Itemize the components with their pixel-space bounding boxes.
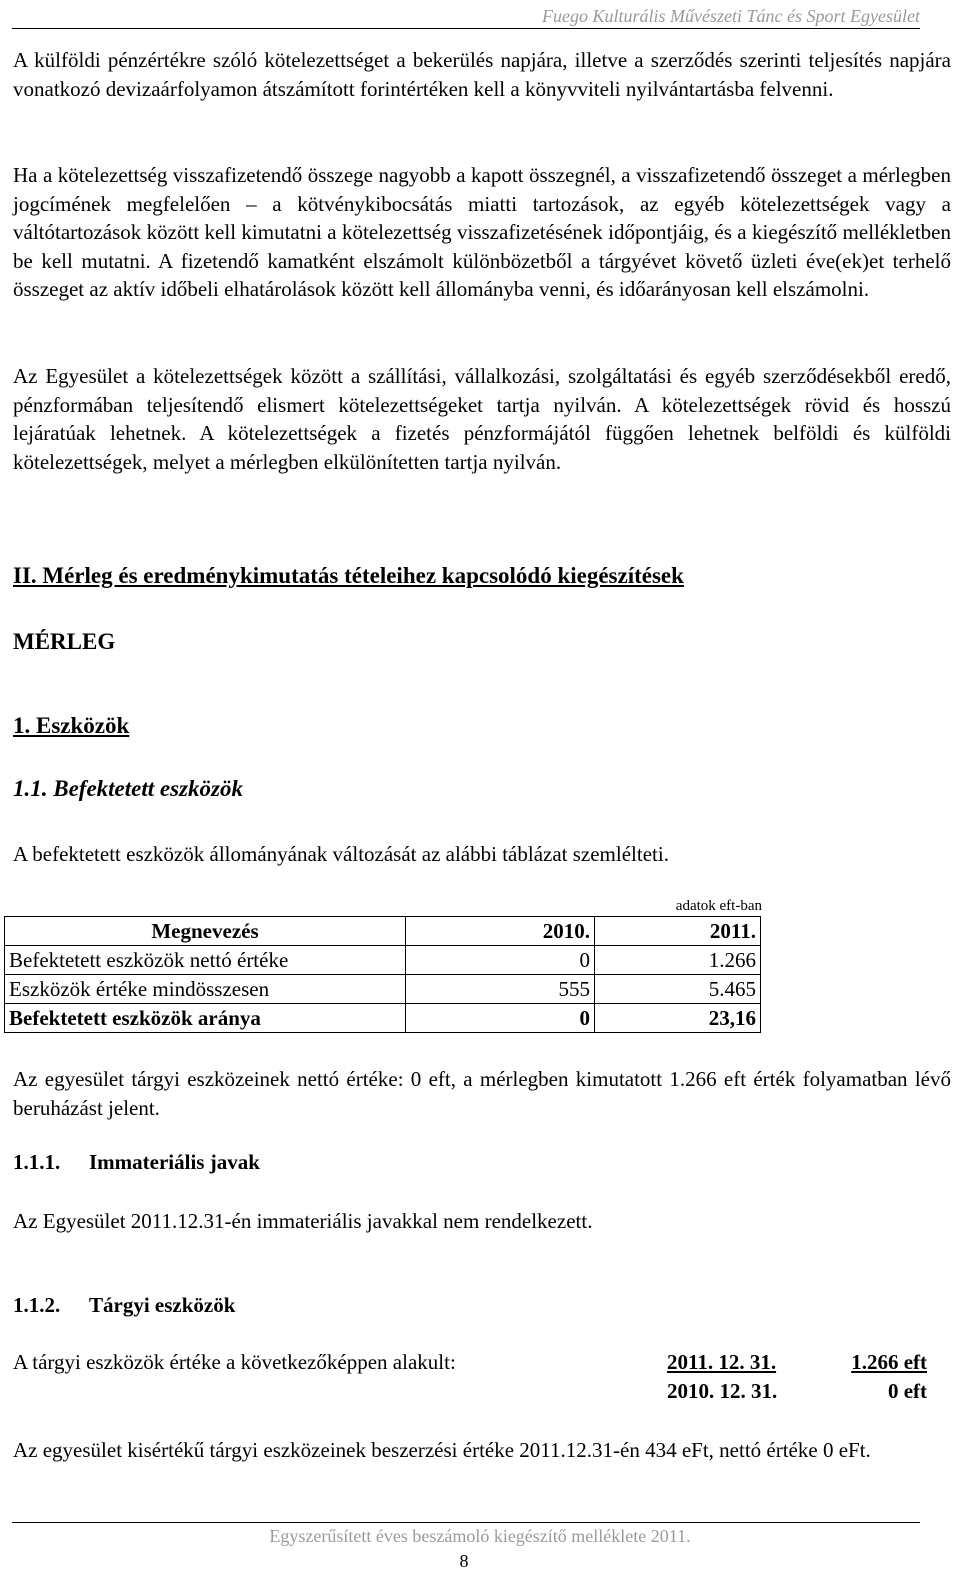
table-cell: 555 — [406, 975, 595, 1004]
page-number: 8 — [459, 1551, 469, 1571]
immat-heading-number: 1.1.1. — [13, 1150, 61, 1174]
paragraph-small-assets: Az egyesület kisértékű tárgyi eszközeinek beszerzési értéke 2011.12.31-én 434 eFt, nettó értéke 0 eFt. — [13, 1438, 871, 1462]
section-heading: II. Mérleg és eredménykimutatás tételeihez kapcsolódó kiegészítések — [13, 563, 684, 588]
footer-rule — [12, 1522, 920, 1523]
fixed-assets-table — [4, 916, 761, 1033]
page-header: Fuego Kulturális Művészeti Tánc és Sport Egyesület — [542, 6, 920, 26]
targyi-heading-number: 1.1.2. — [13, 1293, 61, 1317]
header-cell: Megnevezés — [5, 917, 406, 946]
table-row — [5, 975, 761, 1004]
header-cell: 2011. — [595, 917, 761, 946]
paragraph-foreign-currency: A külföldi pénzértékre szóló kötelezettséget a bekerülés napjára, illetve a szerződés szerinti teljesítés napjára vonatkozó devizaárfolyamon átszámított forintértéken kell a könyvviteli nyilvántartásba felvenni. — [13, 48, 951, 101]
table-cell: 0 — [406, 946, 595, 975]
immat-heading: Immateriális javak — [89, 1150, 260, 1174]
merleg-heading: MÉRLEG — [13, 629, 116, 654]
targyi-heading: Tárgyi eszközök — [89, 1293, 236, 1317]
paragraph-net-value: Az egyesület tárgyi eszközeinek nettó értéke: 0 eft, a mérlegben kimutatott 1.266 eft érték folyamatban lévő beruházást jelent. — [13, 1067, 951, 1120]
befektetett-heading: 1.1. Befektetett eszközök — [13, 776, 243, 801]
targyi-value-2011: 1.266 eft — [851, 1350, 927, 1374]
targyi-value-2010: 0 eft — [887, 1379, 927, 1403]
page-footer: Egyszerűsített éves beszámoló kiegészítő melléklete 2011. — [269, 1526, 691, 1546]
eszkozok-heading: 1. Eszközök — [13, 713, 130, 738]
paragraph-liabilities: Az Egyesület a kötelezettségek között a szállítási, vállalkozási, szolgáltatási és egyéb szerződésekből eredő, pénzformában teljesítendő elismert kötelezettségeket tartja nyilván. A kötelezettségek rövid és hosszú lejáratúak lehetnek. A kötelezettségek a fizetés pénzformájától függően lehetnek belföldi és külföldi kötelezettségek, melyet a mérlegben elkülönítetten tartja nyilván. — [13, 364, 951, 474]
table-unit-label: adatok eft-ban — [675, 898, 762, 914]
table-cell: 23,16 — [595, 1004, 761, 1033]
table-row — [5, 946, 761, 975]
table-cell: Befektetett eszközök nettó értéke — [5, 946, 406, 975]
targyi-date-2010: 2010. 12. 31. — [667, 1379, 778, 1403]
table-cell: Eszközök értéke mindösszesen — [5, 975, 406, 1004]
paragraph-repayment: Ha a kötelezettség visszafizetendő összege nagyobb a kapott összegnél, a visszafizetendő összeget a mérlegben jogcímének megfelelően – a kötvénykibocsátás miatti tartozások, az egyéb kötelezettségek vagy a váltótartozások között kell kimutatni a kötelezettség visszafizetésének időpontjáig, és a kiegészítő mellékletben be kell mutatni. A fizetendő kamatként elszámolt különbözetből a tárgyévet követő üzleti éve(ek)et terhelő összeget az aktív időbeli elhatárolások között kell állományba venni, és időarányosan kell elszámolni. — [13, 163, 951, 302]
paragraph-immaterial: Az Egyesület 2011.12.31-én immateriális javakkal nem rendelkezett. — [13, 1209, 593, 1233]
targyi-intro: A tárgyi eszközök értéke a következőképpen alakult: — [13, 1350, 456, 1374]
table-cell: 0 — [406, 1004, 595, 1033]
table-row — [5, 1004, 761, 1033]
table-cell: Befektetett eszközök aránya — [5, 1004, 406, 1033]
table-cell: 5.465 — [595, 975, 761, 1004]
table-cell: 1.266 — [595, 946, 761, 975]
targyi-date-2011: 2011. 12. 31. — [667, 1350, 777, 1374]
header-cell: 2010. — [406, 917, 595, 946]
paragraph-table-intro: A befektetett eszközök állományának változását az alábbi táblázat szemlélteti. — [13, 842, 669, 866]
header-rule — [12, 28, 920, 29]
table-header-row — [5, 917, 761, 946]
